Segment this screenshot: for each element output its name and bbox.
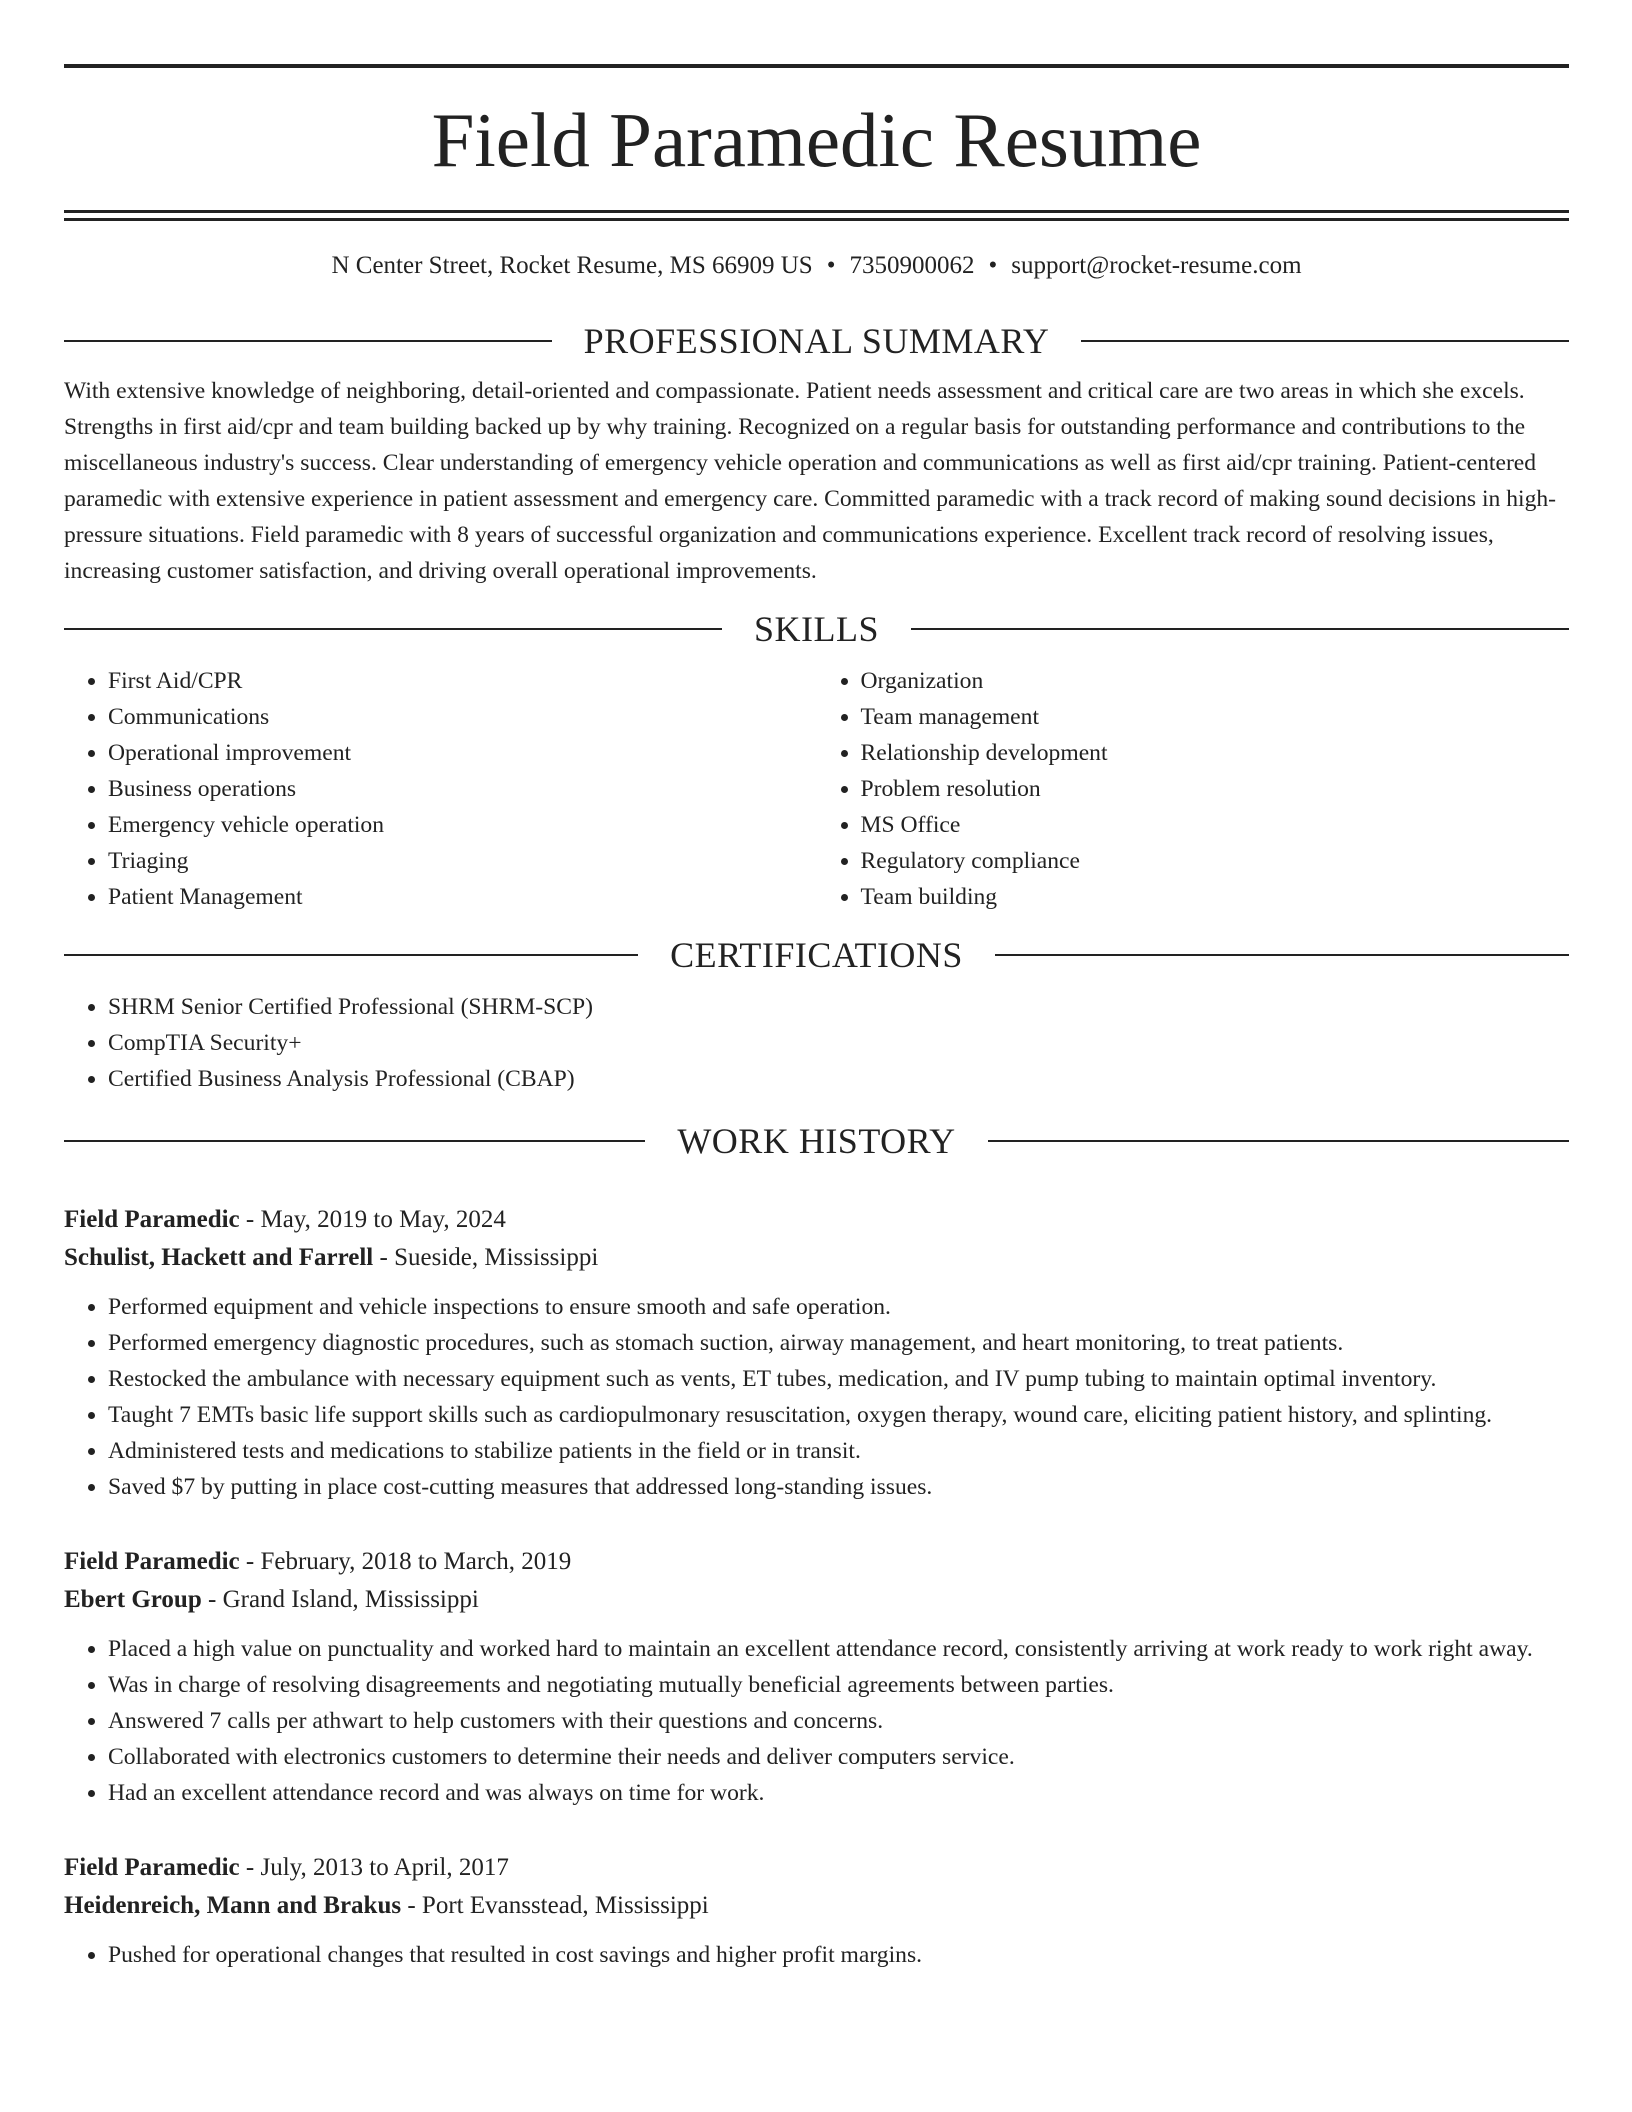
skill-item: • Organization xyxy=(861,663,1570,699)
job-company-line xyxy=(64,1239,1569,1277)
certification-item: • Certified Business Analysis Professional (CBAP) xyxy=(108,1061,1569,1097)
heading-rule-left xyxy=(64,628,722,630)
job-title-line xyxy=(64,1849,1569,1887)
work-heading-label: WORK HISTORY xyxy=(677,1121,956,1161)
job-title-line xyxy=(64,1543,1569,1581)
heading-rule-left xyxy=(64,340,552,342)
certification-item: • CompTIA Security+ xyxy=(108,1025,1569,1061)
professional-summary-text: With extensive knowledge of neighboring, detail-oriented and compassionate. Patient needs assessment and critical care are two areas in which she excels. Strengths in first aid/cpr and team building backed up by why training. Recognized on a regular basis for outstanding performance and contributions to the miscellaneous industry's success. Clear understanding of emergency vehicle operation and communications as well as first aid/cpr training. Patient-centered paramedic with extensive experience in patient assessment and emergency care. Committed paramedic with a track record of making sound decisions in high-pressure situations. Field paramedic with 8 years of successful organization and communications experience. Excellent track record of resolving issues, increasing customer satisfaction, and driving overall operational improvements. xyxy=(64,378,1557,584)
certification-item: • SHRM Senior Certified Professional (SHRM-SCP) xyxy=(108,989,1569,1025)
contact-email: support@rocket-resume.com xyxy=(1011,252,1302,279)
contact-phone: 7350900062 xyxy=(849,252,975,279)
skills-list-right xyxy=(817,663,1570,915)
job-title: Field Paramedic xyxy=(64,1206,240,1233)
skill-item: • Emergency vehicle operation xyxy=(108,807,817,843)
title-double-rule xyxy=(64,210,1569,221)
job-company-line xyxy=(64,1887,1569,1925)
skill-item: • Patient Management xyxy=(108,879,817,915)
job-bullet: • Restocked the ambulance with necessary equipment such as vents, ET tubes, medication, and IV pump tubing to maintain optimal inventory. xyxy=(108,1361,1569,1397)
certifications-list xyxy=(64,989,1569,1097)
skill-item: • MS Office xyxy=(861,807,1570,843)
job-company-line xyxy=(64,1581,1569,1619)
job-company: Heidenreich, Mann and Brakus xyxy=(64,1892,402,1919)
job-entry xyxy=(64,1201,1569,1505)
job-entry xyxy=(64,1849,1569,1973)
job-dates: - February, 2018 to March, 2019 xyxy=(239,1548,572,1575)
job-title: Field Paramedic xyxy=(64,1854,240,1881)
work-history-list xyxy=(64,1201,1569,1973)
job-company: Ebert Group xyxy=(64,1586,202,1613)
contact-address: N Center Street, Rocket Resume, MS 66909 US xyxy=(331,252,813,279)
job-dates: - July, 2013 to April, 2017 xyxy=(239,1854,509,1881)
job-bullet-list xyxy=(64,1289,1569,1505)
skill-item: • Business operations xyxy=(108,771,817,807)
contact-separator: • xyxy=(988,252,998,279)
job-bullet: • Taught 7 EMTs basic life support skills such as cardiopulmonary resuscitation, oxygen therapy, wound care, eliciting patient history, and splinting. xyxy=(108,1397,1569,1433)
job-bullet: • Administered tests and medications to stabilize patients in the field or in transit. xyxy=(108,1433,1569,1469)
contact-separator: • xyxy=(826,252,836,279)
skills-section-heading xyxy=(64,607,1569,651)
skill-item: • Operational improvement xyxy=(108,735,817,771)
job-bullet-list xyxy=(64,1631,1569,1811)
skill-item: • Team building xyxy=(861,879,1570,915)
heading-rule-left xyxy=(64,1140,645,1142)
skill-item: • Relationship development xyxy=(861,735,1570,771)
contact-line xyxy=(64,251,1569,281)
job-location: - Grand Island, Mississippi xyxy=(201,1586,479,1613)
skill-item: • Regulatory compliance xyxy=(861,843,1570,879)
job-bullet: • Saved $7 by putting in place cost-cutting measures that addressed long-standing issues. xyxy=(108,1469,1569,1505)
skill-item: • First Aid/CPR xyxy=(108,663,817,699)
summary-heading-label: PROFESSIONAL SUMMARY xyxy=(583,321,1050,361)
job-company: Schulist, Hackett and Farrell xyxy=(64,1244,374,1271)
job-bullet: • Collaborated with electronics customers to determine their needs and deliver computers service. xyxy=(108,1739,1569,1775)
resume-page xyxy=(64,64,1569,1973)
heading-rule-right xyxy=(995,954,1569,956)
job-entry xyxy=(64,1543,1569,1811)
job-location: - Sueside, Mississippi xyxy=(373,1244,599,1271)
top-rule xyxy=(64,64,1569,68)
skill-item: • Team management xyxy=(861,699,1570,735)
job-title-line xyxy=(64,1201,1569,1239)
job-bullet: • Answered 7 calls per athwart to help customers with their questions and concerns. xyxy=(108,1703,1569,1739)
heading-rule-right xyxy=(1081,340,1569,342)
heading-rule-right xyxy=(911,628,1569,630)
work-section-heading xyxy=(64,1119,1569,1163)
certifications-section-heading xyxy=(64,933,1569,977)
job-bullet: • Placed a high value on punctuality and worked hard to maintain an excellent attendance record, consistently arriving at work ready to work right away. xyxy=(108,1631,1569,1667)
heading-rule-left xyxy=(64,954,638,956)
skill-item: • Problem resolution xyxy=(861,771,1570,807)
job-bullet: • Had an excellent attendance record and was always on time for work. xyxy=(108,1775,1569,1811)
job-bullet: • Was in charge of resolving disagreements and negotiating mutually beneficial agreements between parties. xyxy=(108,1667,1569,1703)
job-dates: - May, 2019 to May, 2024 xyxy=(239,1206,506,1233)
job-location: - Port Evansstead, Mississippi xyxy=(401,1892,709,1919)
skills-list-left xyxy=(64,663,817,915)
job-bullet-list xyxy=(64,1937,1569,1973)
job-bullet: • Performed equipment and vehicle inspections to ensure smooth and safe operation. xyxy=(108,1289,1569,1325)
skills-grid xyxy=(64,663,1569,915)
job-title: Field Paramedic xyxy=(64,1548,240,1575)
resume-title: Field Paramedic Resume xyxy=(431,97,1202,183)
job-bullet: • Pushed for operational changes that resulted in cost savings and higher profit margins. xyxy=(108,1937,1569,1973)
summary-section-heading xyxy=(64,319,1569,363)
job-bullet: • Performed emergency diagnostic procedures, such as stomach suction, airway management, and heart monitoring, to treat patients. xyxy=(108,1325,1569,1361)
skill-item: • Triaging xyxy=(108,843,817,879)
skill-item: • Communications xyxy=(108,699,817,735)
skills-heading-label: SKILLS xyxy=(754,609,880,649)
certifications-heading-label: CERTIFICATIONS xyxy=(670,935,963,975)
heading-rule-right xyxy=(988,1140,1569,1142)
